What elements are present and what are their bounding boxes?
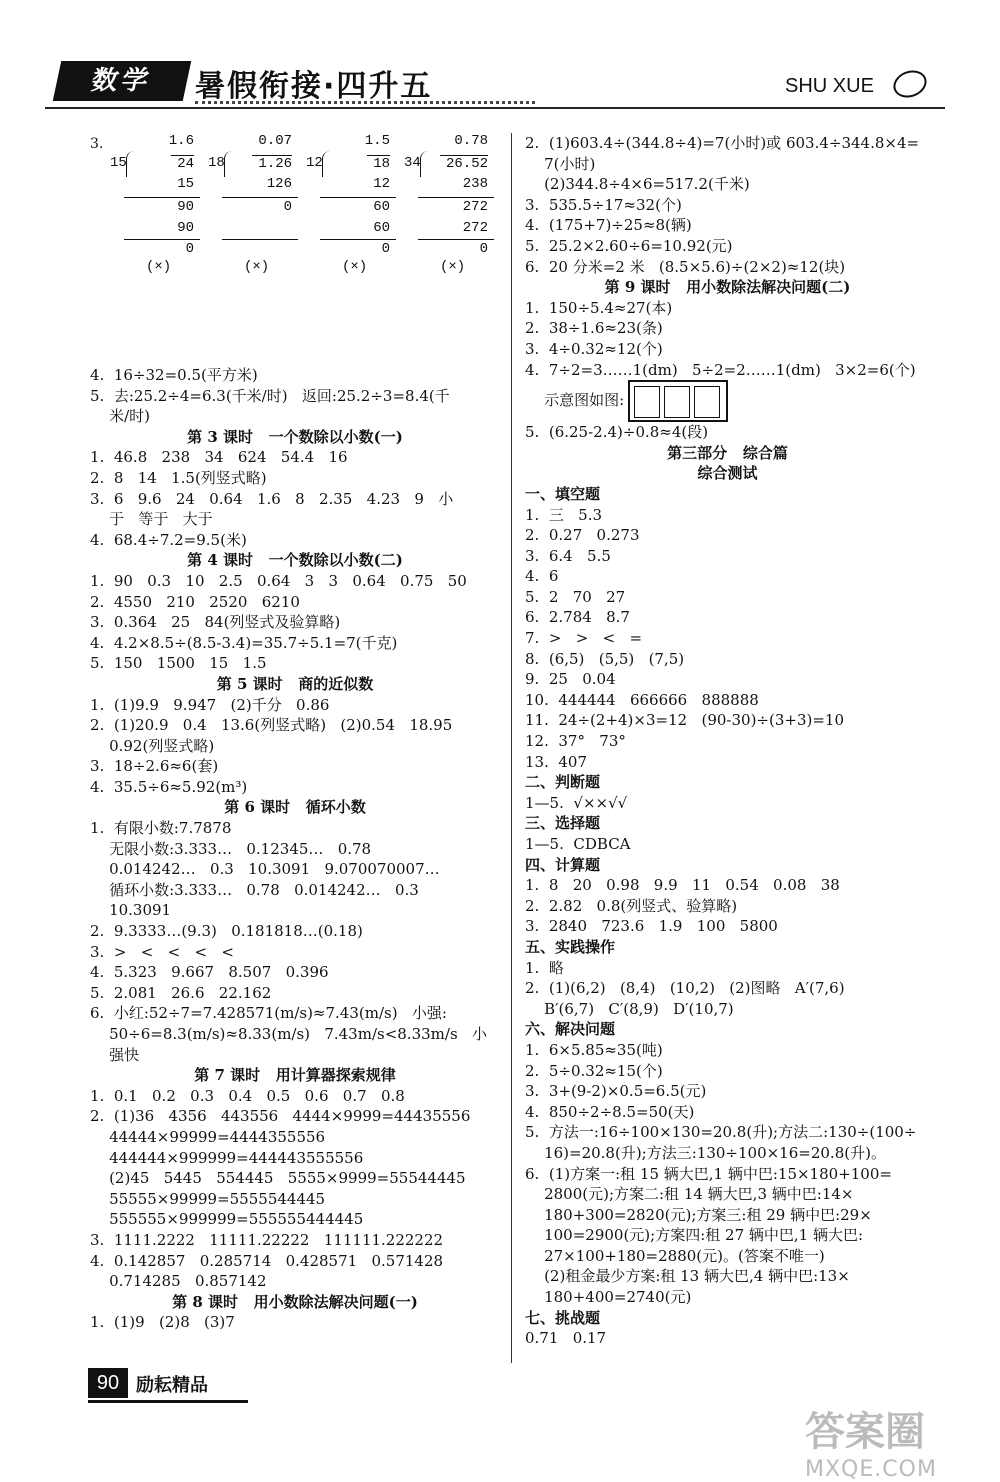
line-text: 10.3091 <box>90 901 172 920</box>
answer-line <box>90 653 500 674</box>
subject-badge: 数学 <box>53 61 192 101</box>
line-text: 二、判断题 <box>525 773 601 792</box>
division-line <box>418 239 494 240</box>
mouse-icon <box>890 66 931 102</box>
line-text: 2. 8 14 1.5(列竖式略) <box>90 468 267 487</box>
line-text: 5. 去:25.2÷4=6.3(千米/时) 返回:25.2÷3=8.4(千 <box>90 386 450 405</box>
watermark <box>805 1400 975 1482</box>
grid-cell <box>664 386 690 418</box>
line-text: 44444×99999=4444355556 <box>90 1127 326 1146</box>
answer-line <box>525 834 930 855</box>
answer-line <box>525 649 930 670</box>
answer-line <box>90 880 500 901</box>
part-heading <box>525 772 930 793</box>
answer-line <box>525 380 930 422</box>
check-mark: (×) <box>244 259 270 275</box>
section-heading <box>525 443 930 464</box>
answer-line <box>525 339 930 360</box>
line-text: 10. 444444 666666 888888 <box>525 690 759 709</box>
line-text: 6. 2.784 8.7 <box>525 608 630 627</box>
line-text: 1. (1)9.9 9.947 (2)千分 0.86 <box>90 695 330 714</box>
watermark-url: MXQE.COM <box>805 1457 937 1482</box>
line-text: 444444×999999=444443555556 <box>90 1148 364 1167</box>
quotient: 1.5 <box>364 133 390 149</box>
line-text: 5. (6.25-2.4)÷0.8≈4(段) <box>525 423 709 442</box>
pinyin-label: SHU XUE <box>785 75 874 97</box>
answer-line <box>525 154 930 175</box>
division-line <box>124 239 200 240</box>
answer-line <box>90 468 500 489</box>
line-text: 2. (1)36 4356 443556 4444×9999=44435556 <box>90 1107 471 1126</box>
answer-line <box>525 505 930 526</box>
page-header <box>45 55 945 110</box>
line-text: 2. (1)20.9 0.4 13.6(列竖式略) (2)0.54 18.95 <box>90 716 453 735</box>
page-number: 90 <box>88 1368 128 1398</box>
answer-line <box>90 489 500 510</box>
answer-line <box>90 1312 500 1333</box>
line-text: 13. 407 <box>525 752 588 771</box>
line-text: 2. 2.82 0.8(列竖式、验算略) <box>525 896 738 915</box>
line-text: 七、挑战题 <box>525 1308 601 1327</box>
line-text: 4. 5.323 9.667 8.507 0.396 <box>90 963 329 982</box>
line-text: 5. 2 70 27 <box>525 587 626 606</box>
answer-line <box>90 612 500 633</box>
line-text: 4. 4.2×8.5÷(8.5-3.4)=35.7÷5.1=7(千克) <box>90 633 398 652</box>
line-text: 0.92(列竖式略) <box>90 736 215 755</box>
line-text: 循环小数:3.333… 0.78 0.014242… 0.3 <box>90 880 419 899</box>
header-rule <box>45 107 945 109</box>
line-text: 无限小数:3.333… 0.12345… 0.78 <box>90 839 372 858</box>
answer-line <box>90 1271 500 1292</box>
line-text: 第 8 课时 用小数除法解决问题(一) <box>172 1292 418 1311</box>
answer-line <box>525 566 930 587</box>
line-text: (2)344.8÷4×6=517.2(千米) <box>525 175 750 194</box>
long-division <box>404 133 494 365</box>
answer-line <box>90 1251 500 1272</box>
line-text: 1. 8 20 0.98 9.9 11 0.54 0.08 38 <box>525 876 840 895</box>
answer-line <box>90 777 500 798</box>
answer-line <box>525 1143 930 1164</box>
answer-line <box>90 695 500 716</box>
answer-line <box>525 1328 930 1349</box>
line-text: 五、实践操作 <box>525 937 616 956</box>
left-column <box>90 365 500 1333</box>
line-text: 2. 38÷1.6≈23(条) <box>525 319 663 338</box>
answer-line <box>525 978 930 999</box>
line-text: 四、计算题 <box>525 855 601 874</box>
answer-line <box>525 174 930 195</box>
section-heading <box>90 674 500 695</box>
answer-line <box>525 1164 930 1185</box>
line-text: 2. 9.3333…(9.3) 0.181818…(0.18) <box>90 922 363 941</box>
line-text: 3. 6.4 5.5 <box>525 546 611 565</box>
long-division <box>306 133 396 365</box>
answer-line <box>90 1106 500 1127</box>
line-text: 5. 方法一:16÷100×130=20.8(升);方法二:130÷(100÷ <box>525 1123 917 1142</box>
answer-line <box>525 710 930 731</box>
answer-line <box>525 1184 930 1205</box>
answer-line <box>525 1246 930 1267</box>
section-heading <box>90 550 500 571</box>
question-number: 3. <box>90 136 104 152</box>
line-text: 5. 25.2×2.60÷6=10.92(元) <box>525 236 733 255</box>
division-step: 60 <box>373 199 390 215</box>
line-text: 8. (6,5) (5,5) (7,5) <box>525 649 685 668</box>
line-text: 6. 20 分米=2 米 (8.5×5.6)÷(2×2)≈12(块) <box>525 257 846 276</box>
line-text: 5. 150 1500 15 1.5 <box>90 654 267 673</box>
line-text: 第 9 课时 用小数除法解决问题(二) <box>604 278 851 297</box>
line-text: 6. 小红:52÷7=7.428571(m/s)≈7.43(m/s) 小强: <box>90 1004 447 1023</box>
check-mark: (×) <box>342 259 368 275</box>
line-text: 16)=20.8(升);方法三:130÷100×16=20.8(升)。 <box>525 1143 886 1162</box>
line-text: 第三部分 综合篇 <box>667 443 788 462</box>
answer-line <box>90 592 500 613</box>
section-heading <box>90 1292 500 1313</box>
answer-line <box>525 298 930 319</box>
answer-line <box>525 195 930 216</box>
footer-rule <box>88 1400 248 1403</box>
answer-line <box>90 736 500 757</box>
answer-line <box>90 1127 500 1148</box>
section-heading <box>525 277 930 298</box>
answer-line <box>525 257 930 278</box>
line-text: 3. 2840 723.6 1.9 100 5800 <box>525 917 778 936</box>
line-text: 50÷6=8.3(m/s)≈8.33(m/s) 7.43m/s<8.33m/s 小 <box>90 1025 487 1043</box>
answer-line <box>525 133 930 154</box>
answer-line <box>525 525 930 546</box>
line-text: 1—5. √××√√ <box>525 793 628 812</box>
line-text: 三、选择题 <box>525 814 601 833</box>
division-step: 126 <box>266 176 292 192</box>
division-line <box>222 197 298 198</box>
answer-line <box>90 756 500 777</box>
section-heading <box>90 797 500 818</box>
line-text: 4. 68.4÷7.2=9.5(米) <box>90 530 247 549</box>
divisor: 18 <box>208 155 225 171</box>
right-column <box>525 133 930 1349</box>
division-bracket <box>224 151 233 177</box>
division-line <box>124 197 200 198</box>
answer-line <box>90 1045 500 1066</box>
division-bracket <box>322 151 331 177</box>
line-text: 3. 18÷2.6≈6(套) <box>90 757 219 776</box>
line-text: 0.714285 0.857142 <box>90 1272 267 1291</box>
long-division <box>110 133 200 365</box>
line-text: 1. 90 0.3 10 2.5 0.64 3 3 0.64 0.75 50 <box>90 571 467 590</box>
line-text: (2)租金最少方案:租 13 辆大巴,4 辆中巴:13× <box>525 1267 850 1286</box>
answer-line <box>525 690 930 711</box>
answer-line <box>525 1061 930 1082</box>
line-text: 第 5 课时 商的近似数 <box>216 674 374 693</box>
line-text: 180+300=2820(元);方案三:租 29 辆中巴:29× <box>525 1205 872 1224</box>
answer-line <box>90 530 500 551</box>
long-division <box>208 133 298 365</box>
line-text: 55555×99999=5555544445 <box>90 1189 326 1208</box>
answer-line <box>525 731 930 752</box>
divisor: 15 <box>110 155 127 171</box>
page-footer <box>88 1368 258 1400</box>
line-text: 1—5. CDBCA <box>525 835 631 853</box>
answer-line <box>525 318 930 339</box>
answer-line <box>525 422 930 443</box>
line-text: 第 6 课时 循环小数 <box>224 798 366 817</box>
part-heading <box>525 937 930 958</box>
answer-line <box>525 236 930 257</box>
line-text: 180+400=2740(元) <box>525 1288 692 1307</box>
answer-line <box>90 1003 500 1024</box>
grid-cell <box>694 386 720 418</box>
quotient: 1.6 <box>168 133 194 149</box>
division-step: 272 <box>462 220 488 236</box>
division-step: 0 <box>185 241 194 257</box>
line-text: B′(6,7) C′(8,9) D′(10,7) <box>525 999 734 1018</box>
answer-line <box>525 607 930 628</box>
part-heading <box>525 813 930 834</box>
line-text: 3. 3+(9-2)×0.5=6.5(元) <box>525 1082 707 1101</box>
line-text: 1. (1)9 (2)8 (3)7 <box>90 1313 235 1332</box>
line-text: 4. 7÷2=3……1(dm) 5÷2=2……1(dm) 3×2=6(个) <box>525 360 916 379</box>
line-text: 3. 0.364 25 84(列竖式及验算略) <box>90 613 341 632</box>
answer-line <box>525 360 930 381</box>
division-step: 0 <box>381 241 390 257</box>
answer-line <box>525 1225 930 1246</box>
dividend: 24 <box>171 155 194 172</box>
part-heading <box>525 1019 930 1040</box>
answer-line <box>525 1040 930 1061</box>
quotient: 0.07 <box>258 133 292 149</box>
line-text: 米/时) <box>90 407 150 426</box>
line-text: 1. 三 5.3 <box>525 505 603 524</box>
answer-line <box>90 839 500 860</box>
answer-line <box>525 587 930 608</box>
answer-line <box>90 859 500 880</box>
line-text: 6. (1)方案一:租 15 辆大巴,1 辆中巴:15×180+100= <box>525 1164 892 1183</box>
line-text: 4. (175+7)÷25≈8(辆) <box>525 216 692 235</box>
line-text: 2. (1)603.4÷(344.8÷4)=7(小时)或 603.4÷344.8×4= <box>525 134 920 152</box>
line-text: 2. 4550 210 2520 6210 <box>90 592 300 611</box>
answer-line <box>90 1189 500 1210</box>
division-line <box>418 197 494 198</box>
dividend: 18 <box>367 155 390 172</box>
part-heading <box>525 1308 930 1329</box>
line-text: 综合测试 <box>697 464 758 483</box>
division-bracket <box>126 151 135 177</box>
grid-diagram <box>628 380 728 422</box>
line-text: 2. 5÷0.32≈15(个) <box>525 1061 663 1080</box>
line-text: 2. (1)(6,2) (8,4) (10,2) (2)图略 A′(7,6) <box>525 979 845 998</box>
answer-line <box>90 962 500 983</box>
line-text: 3. 1111.2222 11111.22222 111111.222222 <box>90 1230 444 1249</box>
division-step: 15 <box>177 176 194 192</box>
line-text: 4. 850÷2÷8.5=50(天) <box>525 1102 695 1121</box>
division-line <box>320 197 396 198</box>
line-text: 3. 6 9.6 24 0.64 1.6 8 2.35 4.23 9 小 <box>90 489 454 508</box>
line-text: 1. 150÷5.4≈27(本) <box>525 298 673 317</box>
line-text: 27×100+180=2880(元)。(答案不唯一) <box>525 1246 825 1265</box>
part-heading <box>525 855 930 876</box>
section-heading <box>90 427 500 448</box>
line-text: 555555×999999=555555444445 <box>90 1210 364 1229</box>
dividend: 26.52 <box>440 155 488 172</box>
line-text: 11. 24÷(2+4)×3=12 (90-30)÷(3+3)=10 <box>525 711 845 730</box>
division-step: 238 <box>462 176 488 192</box>
line-text: 7(小时) <box>525 154 596 173</box>
line-text: 9. 25 0.04 <box>525 670 616 689</box>
answer-line <box>90 983 500 1004</box>
line-text: 4. 0.142857 0.285714 0.428571 0.571428 <box>90 1251 444 1270</box>
answer-line <box>90 447 500 468</box>
answer-line <box>525 1266 930 1287</box>
line-text: 7. > > < = <box>525 629 643 648</box>
line-text: 3. 4÷0.32≈12(个) <box>525 339 663 358</box>
line-text: 1. 6×5.85≈35(吨) <box>525 1040 663 1059</box>
line-text: 第 4 课时 一个数除以小数(二) <box>187 551 403 570</box>
line-text: 0.71 0.17 <box>525 1329 607 1348</box>
answer-line <box>90 1086 500 1107</box>
part-heading <box>525 484 930 505</box>
answer-line <box>90 386 500 407</box>
check-mark: (×) <box>440 259 466 275</box>
answer-line <box>525 546 930 567</box>
divisor: 34 <box>404 155 421 171</box>
division-line <box>320 239 396 240</box>
answer-line <box>90 921 500 942</box>
answer-line <box>525 215 930 236</box>
division-step: 12 <box>373 176 390 192</box>
line-text: 4. 6 <box>525 567 559 586</box>
series-title: 暑假衔接·四升五 <box>195 69 433 104</box>
division-line <box>222 239 298 240</box>
line-text: 1. 0.1 0.2 0.3 0.4 0.5 0.6 0.7 0.8 <box>90 1086 405 1105</box>
line-text: 5. 2.081 26.6 22.162 <box>90 983 272 1002</box>
line-text: 强快 <box>90 1045 140 1064</box>
answer-line <box>525 752 930 773</box>
answer-line <box>525 1287 930 1308</box>
line-text: 3. 535.5÷17≈32(个) <box>525 195 682 214</box>
line-text: 第 7 课时 用计算器探索规律 <box>194 1066 396 1085</box>
division-step: 0 <box>479 241 488 257</box>
answer-line <box>525 916 930 937</box>
answer-line <box>90 1168 500 1189</box>
line-text: 2800(元);方案二:租 14 辆大巴,3 辆中巴:14× <box>525 1185 854 1204</box>
divisor: 12 <box>306 155 323 171</box>
answer-line <box>90 900 500 921</box>
answer-line <box>525 669 930 690</box>
long-division-block <box>90 133 500 365</box>
answer-line <box>90 715 500 736</box>
brand-label: 励耘精品 <box>136 1375 208 1396</box>
section-heading <box>525 463 930 484</box>
line-text: 1. 有限小数:7.7878 <box>90 819 232 838</box>
answer-line <box>90 633 500 654</box>
answer-line <box>90 365 500 386</box>
line-text: 一、填空题 <box>525 484 601 503</box>
section-heading <box>90 1065 500 1086</box>
answer-line <box>90 942 500 963</box>
column-divider <box>511 133 512 1363</box>
answer-line <box>90 1230 500 1251</box>
division-step: 90 <box>177 220 194 236</box>
answer-line <box>90 406 500 427</box>
dividend: 1.26 <box>252 155 292 172</box>
answer-line <box>525 875 930 896</box>
answer-line <box>90 818 500 839</box>
line-text: 六、解决问题 <box>525 1020 616 1039</box>
header-dotted-rule <box>195 101 535 104</box>
division-bracket <box>420 151 429 177</box>
answer-line <box>525 999 930 1020</box>
answer-line <box>90 1209 500 1230</box>
grid-cell <box>634 386 660 418</box>
answer-line <box>90 1148 500 1169</box>
answer-line <box>525 958 930 979</box>
division-step: 272 <box>462 199 488 215</box>
check-mark: (×) <box>146 259 172 275</box>
answer-line <box>90 571 500 592</box>
line-text: 4. 35.5÷6≈5.92(m³) <box>90 777 248 796</box>
line-text: 2. 0.27 0.273 <box>525 526 640 545</box>
answer-line <box>525 1122 930 1143</box>
answer-line <box>525 1081 930 1102</box>
answer-line <box>525 1102 930 1123</box>
answer-line <box>525 628 930 649</box>
answer-line <box>90 1024 500 1045</box>
line-text: (2)45 5445 554445 5555×9999=55544445 <box>90 1169 466 1188</box>
line-text: 1. 46.8 238 34 624 54.4 16 <box>90 448 348 467</box>
line-text: 示意图如图: <box>525 391 625 410</box>
line-text: 于 等于 大于 <box>90 510 213 529</box>
quotient: 0.78 <box>454 133 488 149</box>
answer-line <box>525 1205 930 1226</box>
answer-line <box>525 896 930 917</box>
line-text: 第 3 课时 一个数除以小数(一) <box>187 427 403 446</box>
line-text: 12. 37° 73° <box>525 732 626 751</box>
division-step: 60 <box>373 220 390 236</box>
answer-line <box>90 509 500 530</box>
answer-line <box>525 793 930 814</box>
line-text: 3. > < < < < <box>90 942 234 961</box>
line-text: 4. 16÷32=0.5(平方米) <box>90 366 258 384</box>
division-step: 90 <box>177 199 194 215</box>
line-text: 0.014242… 0.3 10.3091 9.070070007… <box>90 860 440 879</box>
watermark-text: 答案圈 <box>805 1409 925 1455</box>
line-text: 100=2900(元);方案四:租 27 辆中巴,1 辆大巴: <box>525 1226 864 1245</box>
line-text: 1. 略 <box>525 958 564 977</box>
division-step: 0 <box>283 199 292 215</box>
